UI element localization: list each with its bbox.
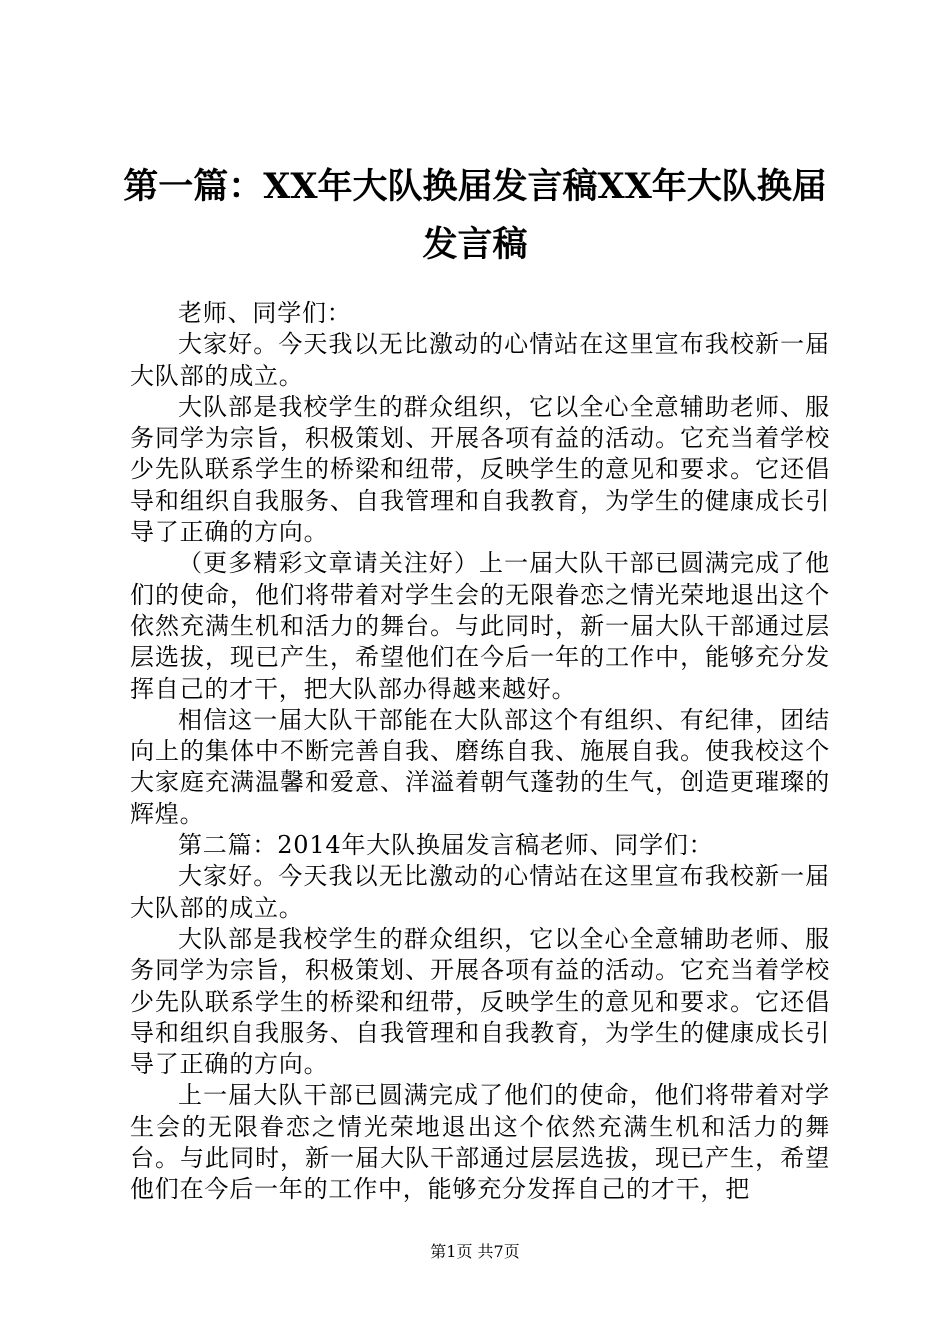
paragraph: 大队部是我校学生的群众组织，它以全心全意辅助老师、服务同学为宗旨，积极策划、开展各项有益的活动。它充当着学校少先队联系学生的桥梁和纽带，反映学生的意见和要求。它还倡导和组织自我服务、自我管理和自我教育，为学生的健康成长引导了正确的方向。 <box>130 392 830 547</box>
paragraph: 大队部是我校学生的群众组织，它以全心全意辅助老师、服务同学为宗旨，积极策划、开展各项有益的活动。它充当着学校少先队联系学生的桥梁和纽带，反映学生的意见和要求。它还倡导和组织自我服务、自我管理和自我教育，为学生的健康成长引导了正确的方向。 <box>130 924 830 1079</box>
paragraph: 大家好。今天我以无比激动的心情站在这里宣布我校新一届大队部的成立。 <box>130 330 830 390</box>
paragraph: 大家好。今天我以无比激动的心情站在这里宣布我校新一届大队部的成立。 <box>130 862 830 922</box>
section-heading: 第二篇：2014年大队换届发言稿老师、同学们： <box>178 831 714 860</box>
page-number: 第1页 共7页 <box>430 1242 520 1261</box>
document-body <box>130 298 830 1206</box>
paragraph: 相信这一届大队干部能在大队部这个有组织、有纪律，团结向上的集体中不断完善自我、磨练自我、施展自我。使我校这个大家庭充满温馨和爱意、洋溢着朝气蓬勃的生气，创造更璀璨的辉煌。 <box>130 705 830 828</box>
paragraph: （更多精彩文章请关注好）上一届大队干部已圆满完成了他们的使命，他们将带着对学生会的无限眷恋之情光荣地退出这个依然充满生机和活力的舞台。与此同时，新一届大队干部通过层层选拔，现已产生，希望他们在今后一年的工作中，能够充分发挥自己的才干，把大队部办得越来越好。 <box>130 549 830 703</box>
paragraph: 上一届大队干部已圆满完成了他们的使命，他们将带着对学生会的无限眷恋之情光荣地退出这个依然充满生机和活力的舞台。与此同时，新一届大队干部通过层层选拔，现已产生，希望他们在今后一年的工作中，能够充分发挥自己的才干，把 <box>130 1081 830 1204</box>
paragraph-greeting: 老师、同学们： <box>178 299 352 327</box>
document-title: 第一篇：XX年大队换届发言稿XX年大队换届发言稿 <box>123 166 827 265</box>
